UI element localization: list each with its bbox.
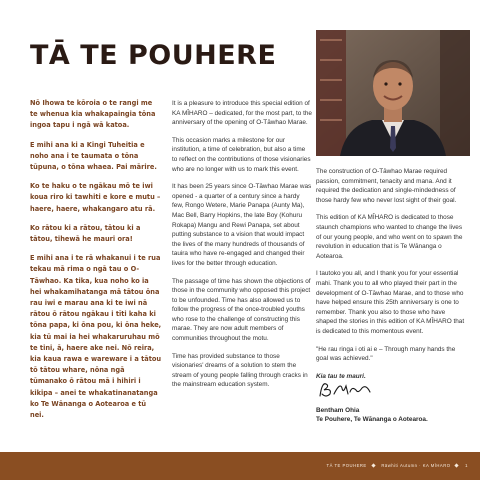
page-title: TĀ TE POUHERE (30, 40, 277, 71)
english-paragraph: The construction of O-Tāwhao Marae required passion, commitment, tenacity and mana. And it required the dedication and single-mindedness of those hardy few who never lost sight of their goal. (316, 168, 457, 204)
footer-section: TĀ TE POUHERE (326, 463, 367, 468)
english-paragraph: This occasion marks a milestone for our institution, a time of celebration, but also a time to reflect on the contributions of those visionaries who are no longer with us to mark this event. (172, 136, 311, 173)
english-column-right (316, 167, 466, 389)
english-paragraph: It is a pleasure to introduce this special edition of KA MĪHARO – dedicated, for the most part, to the anniversary of the opening of O-Tāwhao Marae. (172, 100, 312, 127)
english-paragraph: This edition of KA MĪHARO is dedicated to those staunch champions who wanted to change the lives of our young people, and who went on to spawn the revolution in education that is Te Wānanga o Aotearoa. (316, 214, 463, 260)
handwritten-signature (316, 378, 376, 400)
maori-paragraph: E mihi ana i te rā whakanui i te rua tekau mā rima o ngā tau o O-Tāwhao. Ka tika, kua noho ko ia hei whakamihatanga mā tātou ōna rau iwi e marau ana ki te iwi nā rātou ō rātou ngākau i tīti kaha ki tōna papa, ki ōna pou, ki ōna heke, kia tū mai ia hei whakaruruhau mō te tini, ā, haere ake nei. Nō reira, kia kaua rawa e wareware i a tātou tō tātou whare, nōna ngā tūmanako ō rātou mā i hihiri i kikipa – anei te whakatinanatanga ko Te Wānanga o Aotearoa e tū nei. (30, 254, 162, 420)
portrait-photo (316, 30, 470, 156)
closing-line: Kia tau te mauri. (316, 372, 366, 380)
english-paragraph: I tautoko you all, and I thank you for your essential mahi. Thank you to all who played their part in the development of O-Tāwhao Marae, and to those who have helped ensure this 25th anniversary is one to remember. Thank you also to those who have shaped the stories in this edition of KA MĪHARO that is dedicated to this momentous event. (316, 270, 465, 335)
signatory-name: Bentham Ohia (316, 407, 360, 414)
english-column-middle (172, 99, 312, 398)
footer-publication: Rāwhiti Autumn · KA MĪHARO (381, 463, 451, 468)
english-paragraph: Time has provided substance to those visionaries' dreams of a solution to stem the stream of young people falling through cracks in the mainstream education system. (172, 352, 308, 389)
english-paragraph: The passage of time has shown the objections of those in the community who opposed this project to be unfounded. Time has also allowed us to follow the progress of the once-troubled youths who rose to the challenge of constructing this marae. They are now adult members of communities throughout the motu. (172, 277, 311, 343)
maori-paragraph: Ko rātou ki a rātou, tātou ki a tātou, tihewā he mauri ora! (30, 223, 141, 244)
maori-paragraph: Nō Ihowa te kōroia o te rangi me te whenua kia whakapaingia tōna ingoa tapu i ngā wā katoa. (30, 99, 156, 130)
signatory-role: Te Pouhere, Te Wānanga o Aotearoa. (316, 416, 428, 424)
quote-paragraph: "He rau ringa i oti ai e – Through many hands the goal was achieved." (316, 345, 456, 363)
maori-paragraph: Ko te haku o te ngākau mō te iwi koua riro ki tawhiti e kore e mutu – haere, haere, whakangaro atu rā. (30, 182, 161, 213)
footer-text (322, 463, 468, 468)
english-paragraph: It has been 25 years since O-Tāwhao Marae was opened - a quarter of a century since a hardy few, Rongo Wetere, Marie Panapa (Aunty Ma), Mac Bell, Barry Hopkins, the late Boy (Kohuru Rokapa) Mangu and Rewi Panapa, set about putting substance to a vision that would impact the lives of the many hundreds of thousands of tauira who have re-engaged and changed their lives for the better through education. (172, 183, 312, 267)
maori-paragraph: E mihi ana ki a Kingi Tuheitia e noho ana i te taumata o tōna tūpuna, o tōna whaea. Pai mārire. (30, 140, 157, 172)
footer-bar (0, 452, 480, 480)
diamond-separator-icon (371, 464, 375, 468)
maori-column (30, 98, 162, 429)
page-number: 1 (465, 463, 468, 468)
portrait-illustration (316, 30, 470, 156)
signatory-block (316, 406, 476, 425)
diamond-separator-icon (455, 464, 459, 468)
